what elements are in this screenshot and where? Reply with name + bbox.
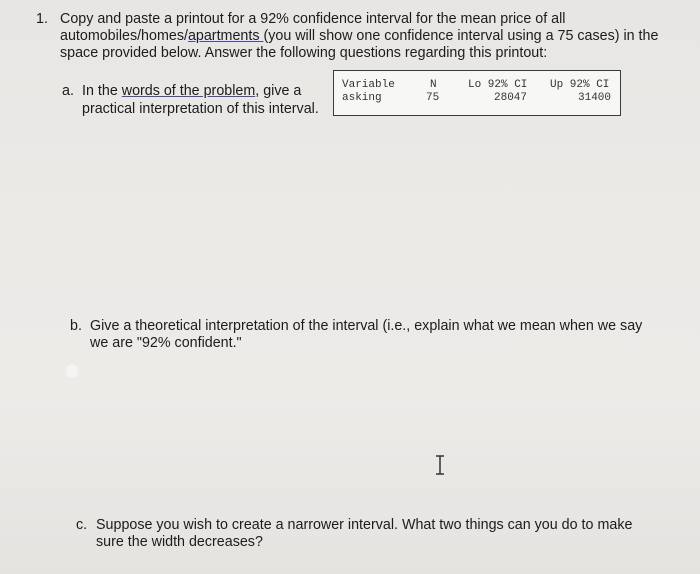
cell-up-ci: 31400 [578, 92, 612, 104]
part-b [70, 318, 650, 352]
part-c [76, 517, 656, 551]
header-lo-ci: Lo 92% CI [468, 79, 528, 91]
cell-lo-ci: 28047 [494, 92, 528, 104]
header-variable: Variable [342, 79, 395, 91]
question-text [60, 11, 670, 62]
cell-n: 75 [426, 92, 440, 104]
question-text-start: Copy and paste a printout for a 92% confidence interval for the mean price of all automobiles/homes/ [60, 11, 566, 44]
underlined-word: apartments [187, 28, 264, 44]
part-a-text-end: , give a practical interpretation of this interval. [82, 83, 319, 117]
question-1 [30, 11, 670, 62]
part-c-label: c. [76, 517, 88, 533]
cell-variable: asking [342, 92, 382, 104]
minitab-printout [333, 70, 621, 116]
part-a [62, 82, 327, 118]
part-a-text-start: In the [82, 83, 122, 99]
question-number: 1. [36, 11, 48, 27]
part-b-label: b. [70, 318, 82, 334]
part-a-label: a. [62, 83, 74, 99]
part-b-text: Give a theoretical interpretation of the interval (i.e., explain what we mean when we say we are "92% confident." [90, 318, 643, 351]
part-a-text [82, 82, 327, 118]
question-text-end: (you will show one confidence interval using a 75 cases) in the space provided below. Answer the following questions regarding this printout: [60, 28, 659, 61]
header-up-ci: Up 92% CI [550, 79, 610, 91]
part-c-text: Suppose you wish to create a narrower interval. What two things can you do to make sure the width decreases? [96, 517, 633, 550]
light-glare [66, 364, 78, 378]
part-a-underlined: words of the problem [121, 83, 256, 99]
text-cursor-icon [432, 454, 448, 476]
header-n: N [430, 79, 437, 91]
